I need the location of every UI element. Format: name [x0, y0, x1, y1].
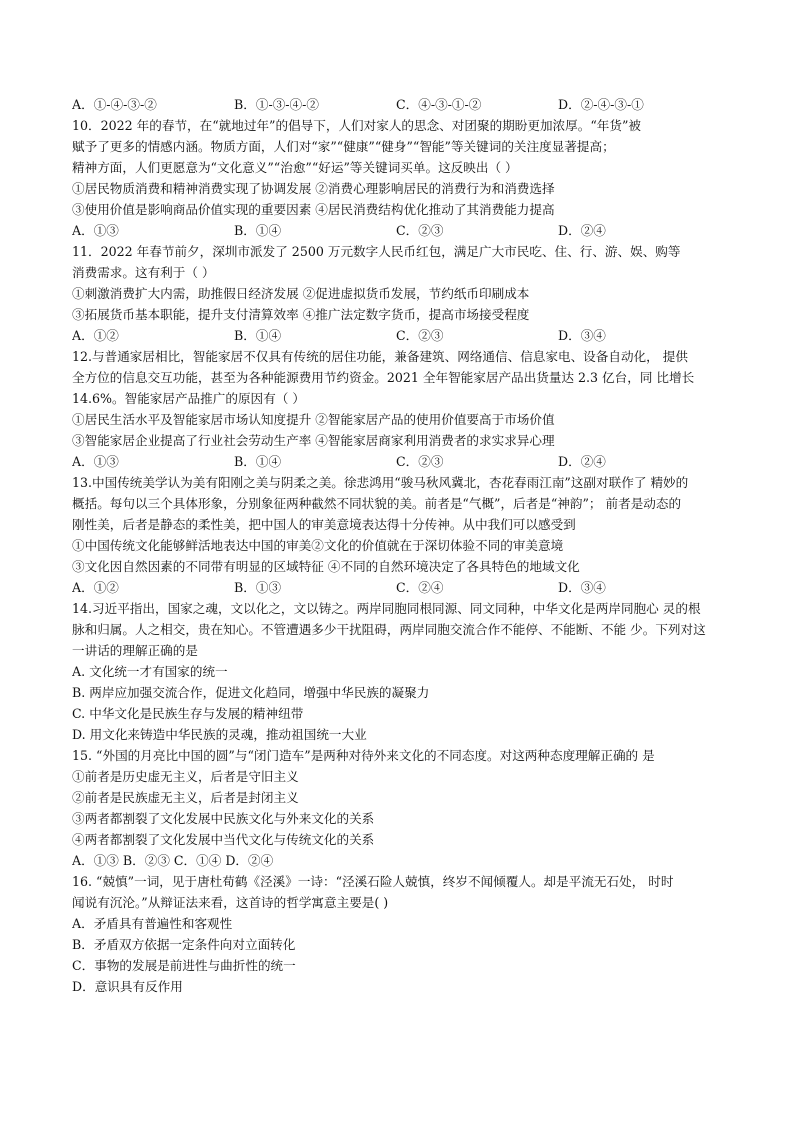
q12-option-b: B．①④	[234, 454, 282, 469]
q10-stem-line-3: 精神方面，人们更愿意为“文化意义”“治愈”“好运”等关键词买单。这反映出（ ）	[72, 160, 518, 175]
q10-option-c: C．②③	[396, 223, 444, 238]
q13-option-a: A．①②	[72, 580, 119, 595]
q15-statement-1: ①前者是历史虚无主义，后者是守旧主义	[72, 769, 299, 784]
q14-stem-line-2: 脉和归属。人之相交，贵在知心。不管遭遇多少干扰阻碍，两岸同胞交流合作不能停、不能断、不能 少。下列对这	[72, 622, 706, 637]
q10-stem-line-2: 赋予了更多的情感内涵。物质方面，人们对“家”“健康”“健身”“智能”等关键词的关注度显著提高；	[72, 139, 615, 154]
q9-options	[72, 94, 722, 115]
q11-statement-line-2: ③拓展货币基本职能，提升支付清算效率 ④推广法定数字货币，提高市场接受程度	[72, 307, 530, 322]
q9-option-c: C．④-③-①-②	[396, 97, 482, 112]
q15-statement-3: ③两者都割裂了文化发展中民族文化与外来文化的关系	[72, 811, 375, 826]
q10-option-d: D．②④	[558, 223, 606, 238]
question-10	[72, 115, 722, 241]
q14-choice-a: A. 文化统一才有国家的统一	[72, 664, 228, 679]
q9-option-a: A．①-④-③-②	[72, 97, 157, 112]
q11-option-d: D．③④	[558, 328, 606, 343]
question-12	[72, 346, 722, 472]
q14-choice-d: D. 用文化来铸造中华民族的灵魂，推动祖国统一大业	[72, 727, 367, 742]
q12-stem-line-1: 12.与普通家居相比，智能家居不仅具有传统的居住功能，兼备建筑、网络通信、信息家电、设备自动化， 提供	[72, 349, 688, 364]
q16-stem-line-2: 闻说有沉沦。”从辩证法来看，这首诗的哲学寓意主要是( )	[72, 895, 389, 910]
exam-page	[72, 94, 722, 997]
q14-choice-b: B. 两岸应加强交流合作，促进文化趋同，增强中华民族的凝聚力	[72, 685, 430, 700]
q16-stem-line-1: 16. “兢慎”一词，见于唐杜荀鹤《泾溪》一诗：“泾溪石险人兢慎，终岁不闻倾覆人。却是平流无石处， 时时	[72, 874, 674, 889]
q9-option-d: D．②-④-③-①	[558, 97, 644, 112]
q11-option-c: C．②③	[396, 328, 444, 343]
q11-options	[72, 325, 722, 346]
q13-option-b: B．①③	[234, 580, 282, 595]
q13-stem-line-2: 概括。每句以三个具体形象，分别象征两种截然不同状貌的美。前者是“气概”，后者是“神韵”； 前者是动态的	[72, 496, 682, 511]
q10-stem-line-1: 10．2022 年的春节，在“就地过年”的倡导下，人们对家人的思念、对团聚的期盼更加浓厚。“年货”被	[72, 118, 641, 133]
q13-stem-line-3: 刚性美，后者是静态的柔性美，把中国人的审美意境表达得十分传神。从中我们可以感受到	[72, 517, 576, 532]
q13-option-d: D．③④	[558, 580, 606, 595]
q14-stem-line-3: 一讲话的理解正确的是	[72, 643, 198, 658]
q10-option-a: A．①③	[72, 223, 119, 238]
q10-statement-line-1: ①居民物质消费和精神消费实现了协调发展 ②消费心理影响居民的消费行为和消费选择	[72, 181, 555, 196]
q13-options	[72, 577, 722, 598]
q12-options	[72, 451, 722, 472]
question-11	[72, 241, 722, 346]
q12-option-c: C．②③	[396, 454, 444, 469]
q15-statement-2: ②前者是民族虚无主义，后者是封闭主义	[72, 790, 299, 805]
q13-stem-line-1: 13.中国传统美学认为美有阳刚之美与阴柔之美。徐悲鸿用“骏马秋风冀北，杏花春雨江南”这副对联作了 精妙的	[72, 475, 689, 490]
q11-option-a: A．①②	[72, 328, 119, 343]
q12-option-d: D．②④	[558, 454, 606, 469]
q12-stem-line-3: 14.6%。智能家居产品推广的原因有（ ）	[72, 391, 305, 406]
q15-options: A．①③ B．②③ C．①④ D．②④	[72, 853, 274, 868]
q15-statement-4: ④两者都割裂了文化发展中当代文化与传统文化的关系	[72, 832, 375, 847]
q10-options	[72, 220, 722, 241]
q13-statement-line-1: ①中国传统文化能够鲜活地表达中国的审美②文化的价值就在于深切体验不同的审美意境	[72, 538, 564, 553]
q9-option-b: B．①-③-④-②	[234, 97, 319, 112]
q15-stem-line-1: 15. “外国的月亮比中国的圆”与“闭门造车”是两种对待外来文化的不同态度。对这两种态度理解正确的 是	[72, 748, 655, 763]
q13-option-c: C．②④	[396, 580, 444, 595]
q11-option-b: B．①④	[234, 328, 282, 343]
q12-stem-line-2: 全方位的信息交互功能，甚至为各种能源费用节约资金。2021 全年智能家居产品出货量达 2.3 亿台，同 比增长	[72, 370, 695, 385]
question-15	[72, 745, 722, 871]
q16-choice-c: C．事物的发展是前进性与曲折性的统一	[72, 958, 296, 973]
question-16	[72, 871, 722, 997]
q16-choice-d: D．意识具有反作用	[72, 979, 183, 994]
question-13	[72, 472, 722, 598]
q10-option-b: B．①④	[234, 223, 282, 238]
q16-choice-b: B．矛盾双方依据一定条件向对立面转化	[72, 937, 296, 952]
q12-statement-line-2: ③智能家居企业提高了行业社会劳动生产率 ④智能家居商家利用消费者的求实求异心理	[72, 433, 555, 448]
q11-statement-line-1: ①刺激消费扩大内需，助推假日经济发展 ②促进虚拟货币发展，节约纸币印刷成本	[72, 286, 530, 301]
q12-option-a: A．①③	[72, 454, 119, 469]
q11-stem-line-2: 消费需求。这有利于（ ）	[72, 265, 215, 280]
q16-choice-a: A．矛盾具有普遍性和客观性	[72, 916, 233, 931]
q14-stem-line-1: 14.习近平指出，国家之魂，文以化之，文以铸之。两岸同胞同根同源、同文同种，中华文化是两岸同胞心 灵的根	[72, 601, 701, 616]
q10-statement-line-2: ③使用价值是影响商品价值实现的重要因素 ④居民消费结构优化推动了其消费能力提高	[72, 202, 555, 217]
q13-statement-line-2: ③文化因自然因素的不同带有明显的区域特征 ④不同的自然环境决定了各具特色的地域文化	[72, 559, 580, 574]
q11-stem-line-1: 11．2022 年春节前夕，深圳市派发了 2500 万元数字人民币红包，满足广大市民吃、住、行、游、娱、购等	[72, 244, 681, 259]
question-14	[72, 598, 722, 745]
q14-choice-c: C. 中华文化是民族生存与发展的精神纽带	[72, 706, 304, 721]
q12-statement-line-1: ①居民生活水平及智能家居市场认知度提升 ②智能家居产品的使用价值要高于市场价值	[72, 412, 555, 427]
